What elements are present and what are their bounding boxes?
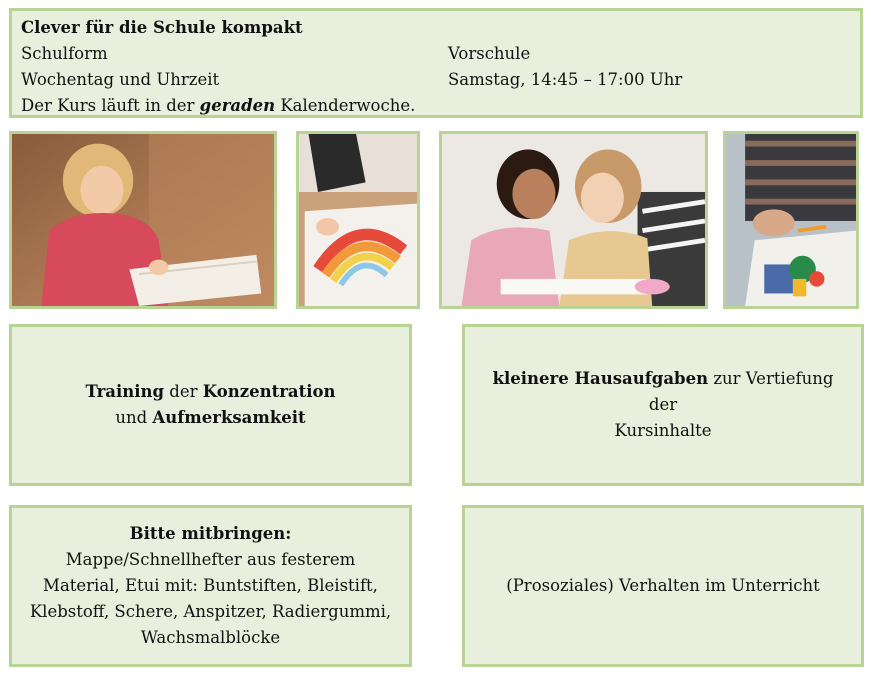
training-card <box>9 324 412 486</box>
homework-line-2: Kursinhalte <box>614 421 712 440</box>
homework-card <box>462 324 864 486</box>
homework-bold: kleinere Hausaufgaben <box>492 369 709 388</box>
training-line-1 <box>86 379 336 405</box>
info-row-weekday-time <box>21 67 851 93</box>
children-crafting-paper-rainbow-photo <box>296 131 420 309</box>
child-cutting-paper-photo <box>723 131 859 309</box>
training-text-2: und <box>115 408 153 427</box>
bring-line: Klebstoff, Schere, Anspitzer, Radiergummi, <box>29 602 392 621</box>
training-bold-2: Konzentration <box>202 382 336 401</box>
homework-text-1: zur Vertiefung der <box>648 369 834 414</box>
training-bold-3: Aufmerksamkeit <box>152 408 306 427</box>
note-emphasis: geraden <box>199 96 276 115</box>
bring-title <box>130 521 292 547</box>
behavior-text: (Prosoziales) Verhalten im Unterricht <box>506 576 820 595</box>
info-value: Samstag, 14:45 – 17:00 Uhr <box>448 70 683 89</box>
info-label: Schulform <box>21 44 108 63</box>
note-text-post: Kalenderwoche. <box>275 96 416 115</box>
two-girls-looking-at-book-photo <box>439 131 708 309</box>
behavior-card <box>462 505 864 667</box>
course-title: Clever für die Schule kompakt <box>21 18 303 37</box>
homework-line-1 <box>477 366 849 418</box>
calendar-week-note <box>21 93 851 119</box>
bring-line: Wachsmalblöcke <box>140 628 281 647</box>
child-reading-book-photo <box>9 131 277 309</box>
info-row-school-type <box>21 41 851 67</box>
info-value: Vorschule <box>448 44 531 63</box>
bring-line: Material, Etui mit: Buntstiften, Bleistift, <box>43 576 378 595</box>
bring-line: Mappe/Schnellhefter aus festerem <box>65 550 356 569</box>
training-text-1: der <box>164 382 203 401</box>
bring-title-text: Bitte mitbringen: <box>129 524 292 543</box>
info-label: Wochentag und Uhrzeit <box>21 70 220 89</box>
training-bold-1: Training <box>85 382 165 401</box>
course-info-box <box>9 8 863 118</box>
bring-along-card <box>9 505 412 667</box>
training-line-2 <box>115 405 305 431</box>
note-text-pre: Der Kurs läuft in der <box>21 96 200 115</box>
